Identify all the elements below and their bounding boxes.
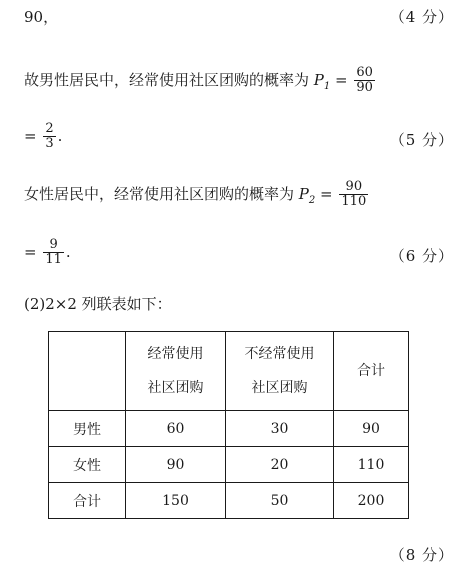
contingency-table bbox=[48, 331, 409, 519]
table-row bbox=[49, 483, 409, 519]
fraction-result-1: $\frac{2}{3}$ bbox=[45, 121, 54, 152]
table-header-cell: 不经常使用 社区团购 bbox=[226, 332, 334, 411]
table-header-row bbox=[49, 332, 409, 411]
line-4-text: 女性居民中，经常使用社区团购的概率为 bbox=[24, 184, 295, 203]
line-3: = $\frac{2}{3}$ . bbox=[24, 121, 63, 152]
table-cell: 110 bbox=[334, 447, 409, 483]
p1-symbol: $P_1$ bbox=[313, 70, 331, 92]
table-cell: 60 bbox=[126, 411, 226, 447]
p2-symbol: $P_2$ bbox=[298, 184, 316, 206]
table-header-cell: 合计 bbox=[334, 332, 409, 411]
line-2-text: 故男性居民中，经常使用社区团购的概率为 bbox=[24, 70, 310, 89]
table-cell: 男性 bbox=[49, 411, 126, 447]
score-6: （6 分） bbox=[389, 247, 454, 265]
table-row bbox=[49, 411, 409, 447]
line-1 bbox=[24, 6, 448, 27]
table-header-cell: 经常使用 社区团购 bbox=[126, 332, 226, 411]
fraction-result-2: $\frac{9}{11}$ bbox=[45, 237, 62, 268]
table-cell: 150 bbox=[126, 483, 226, 519]
table-cell: 女性 bbox=[49, 447, 126, 483]
line-6 bbox=[24, 293, 448, 314]
line-6-text: (2)2×2 列联表如下： bbox=[24, 295, 172, 313]
line-2: 故男性居民中，经常使用社区团购的概率为 $P_1$ = $\frac{60}{90}$ bbox=[24, 65, 373, 96]
table-cell: 合计 bbox=[49, 483, 126, 519]
line-5: = $\frac{9}{11}$ . bbox=[24, 237, 71, 268]
table-cell: 90 bbox=[334, 411, 409, 447]
table-header-cell bbox=[49, 332, 126, 411]
score-8: （8 分） bbox=[389, 546, 454, 564]
line-1-text: 90， bbox=[24, 8, 59, 26]
score-5: （5 分） bbox=[389, 131, 454, 149]
fraction-p2: $\frac{90}{110}$ bbox=[341, 179, 367, 210]
table-cell: 30 bbox=[226, 411, 334, 447]
table-cell: 20 bbox=[226, 447, 334, 483]
line-4: 女性居民中，经常使用社区团购的概率为 $P_2$ = $\frac{90}{110}$ bbox=[24, 179, 367, 210]
table-cell: 50 bbox=[226, 483, 334, 519]
score-4: （4 分） bbox=[389, 8, 454, 26]
table-cell: 200 bbox=[334, 483, 409, 519]
table-row bbox=[49, 447, 409, 483]
table-cell: 90 bbox=[126, 447, 226, 483]
fraction-p1: $\frac{60}{90}$ bbox=[356, 65, 373, 96]
